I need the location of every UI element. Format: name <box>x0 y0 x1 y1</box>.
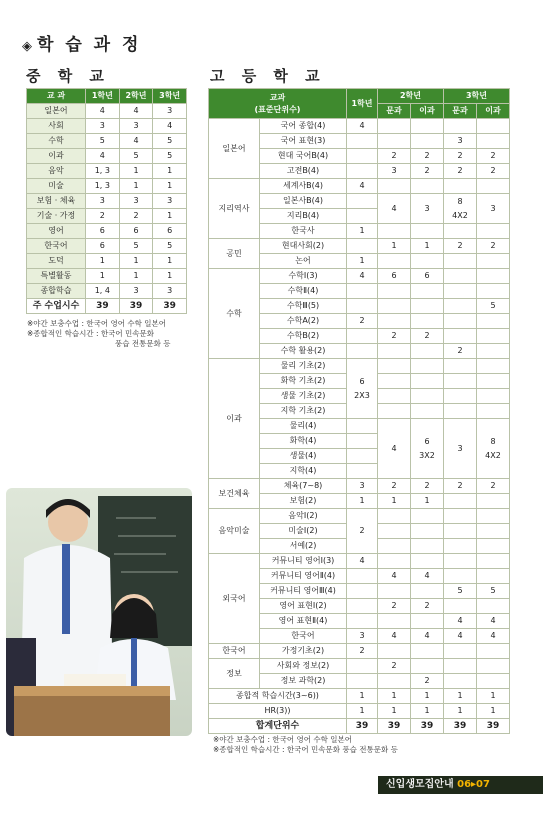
table-header: 1학년 <box>86 89 120 104</box>
merged-cell: 3 <box>444 419 477 479</box>
table-row: 한국어 6 5 5 <box>27 239 187 254</box>
table-row: 생물 기초(2) <box>209 389 510 404</box>
table-row: 일본어 4 4 3 <box>27 104 187 119</box>
table-row: 화학 기초(2) <box>209 374 510 389</box>
table-row: 지학 기초(2) <box>209 404 510 419</box>
table-row: 일본어 국어 종합(4) 4 <box>209 119 510 134</box>
table-row: 음악미술 음악Ⅰ(2) 2 <box>209 509 510 524</box>
table-row: 도덕 1 1 1 <box>27 254 187 269</box>
table-row: 커뮤니티 영어Ⅲ(4) 5 5 <box>209 584 510 599</box>
table-header: 이과 <box>477 104 510 119</box>
merged-cell: 4 <box>378 194 411 224</box>
table-row: 이과 물리 기초(2) 6 2X3 <box>209 359 510 374</box>
table-row: 정보 사회와 정보(2) 2 <box>209 659 510 674</box>
table-row: 이과 4 5 5 <box>27 149 187 164</box>
table-row: 현대 국어B(4) 2 2 2 2 <box>209 149 510 164</box>
middle-school-notes: ※야간 보충수업 : 한국어 영어 수학 일본어 ※종합적인 학습시간 : 한국어 민속문화 풍습 전통문화 등 <box>27 319 171 348</box>
subject-group: 공민 <box>209 239 260 269</box>
table-header: 2학년 <box>378 89 444 104</box>
table-row: 고전B(4) 3 2 2 2 <box>209 164 510 179</box>
table-row: 미술Ⅰ(2) <box>209 524 510 539</box>
table-row: 국어 표현(3) 3 <box>209 134 510 149</box>
subject-group: 보건체육 <box>209 479 260 509</box>
subject-group: 정보 <box>209 659 260 689</box>
table-row: 지리B(4) <box>209 209 510 224</box>
merged-cell: 3 <box>411 194 444 224</box>
table-row: 수학 활용(2) 2 <box>209 344 510 359</box>
diamond-icon: ◈ <box>22 39 35 54</box>
subject-group: 외국어 <box>209 554 260 644</box>
table-row: 영어 표현Ⅱ(4) 4 4 <box>209 614 510 629</box>
merged-cell: 8 4X2 <box>477 419 510 479</box>
table-total-row: 주 수업시수 39 39 39 <box>27 299 187 314</box>
table-row: 음악 1, 3 1 1 <box>27 164 187 179</box>
table-row: 특별활동 1 1 1 <box>27 269 187 284</box>
merged-cell: 4 <box>378 419 411 479</box>
subject-group: 음악미술 <box>209 509 260 554</box>
table-row: 수학A(2) 2 <box>209 314 510 329</box>
high-school-heading: 고 등 학 교 <box>210 67 326 85</box>
merged-cell: 6 3X2 <box>411 419 444 479</box>
table-row: 종합적 학습시간(3~6)) 1 1 1 1 1 <box>209 689 510 704</box>
table-row: 보험 · 체육 3 3 3 <box>27 194 187 209</box>
table-row: 영어 6 6 6 <box>27 224 187 239</box>
subject-group: 지리역사 <box>209 179 260 239</box>
table-row: 수학 5 4 5 <box>27 134 187 149</box>
table-row: 한국어 3 4 4 4 4 <box>209 629 510 644</box>
middle-school-table <box>26 88 187 314</box>
high-school-notes: ※야간 보충수업 : 한국어 영어 수학 일본어 ※종합적인 학습시간 : 한국어 민속문화 풍습 전통문화 등 <box>213 735 398 754</box>
table-row: 서예(2) <box>209 539 510 554</box>
table-row: 외국어 커뮤니티 영어Ⅰ(3) 4 <box>209 554 510 569</box>
table-row: 논어 1 <box>209 254 510 269</box>
table-row: 지리역사 세계사B(4) 4 <box>209 179 510 194</box>
table-row: 미술 1, 3 1 1 <box>27 179 187 194</box>
subject-group: 한국어 <box>209 644 260 659</box>
table-row: 생물(4) <box>209 449 510 464</box>
page-number: 06▸07 <box>457 779 490 790</box>
table-row: 종합학습 1, 4 3 3 <box>27 284 187 299</box>
table-header: 문과 <box>444 104 477 119</box>
table-header: 1학년 <box>347 89 378 119</box>
subject-group: 수학 <box>209 269 260 359</box>
merged-cell: 8 4X2 <box>444 194 477 224</box>
table-row: 물리(4) 4 6 3X2 3 8 4X2 <box>209 419 510 434</box>
table-row: 수학Ⅱ(4) <box>209 284 510 299</box>
table-row: 보건체육 체육(7~8) 3 2 2 2 2 <box>209 479 510 494</box>
table-header: 3학년 <box>153 89 187 104</box>
table-row: 수학B(2) 2 2 <box>209 329 510 344</box>
merged-cell: 6 2X3 <box>347 359 378 419</box>
subject-group: 이과 <box>209 359 260 479</box>
table-row: 수학 수학Ⅰ(3) 4 6 6 <box>209 269 510 284</box>
footer-bar: 신입생모집안내 06▸07 <box>378 776 543 794</box>
table-row: 보험(2) 1 1 1 <box>209 494 510 509</box>
table-row: 수학Ⅲ(5) 5 <box>209 299 510 314</box>
table-row: HR(3)) 1 1 1 1 1 <box>209 704 510 719</box>
table-row: 지학(4) <box>209 464 510 479</box>
table-header: 교과 (표준단위수) <box>209 89 347 119</box>
students-photo <box>6 488 192 736</box>
table-row: 화학(4) <box>209 434 510 449</box>
table-row: 공민 현대사회(2) 1 1 2 2 <box>209 239 510 254</box>
subject-group: 일본어 <box>209 119 260 179</box>
table-header: 교 과 <box>27 89 86 104</box>
table-header: 문과 <box>378 104 411 119</box>
table-header: 이과 <box>411 104 444 119</box>
table-total-row: 합계단위수 39 39 39 39 39 <box>209 719 510 734</box>
table-row: 일본사B(4) 4 3 8 4X2 3 <box>209 194 510 209</box>
table-row: 정보 과학(2) 2 <box>209 674 510 689</box>
table-row: 기술 · 가정 2 2 1 <box>27 209 187 224</box>
table-row: 커뮤니티 영어Ⅱ(4) 4 4 <box>209 569 510 584</box>
merged-cell: 3 <box>477 194 510 224</box>
high-school-table <box>208 88 510 734</box>
table-row: 한국사 1 <box>209 224 510 239</box>
table-row: 사회 3 3 4 <box>27 119 187 134</box>
merged-cell: 2 <box>347 509 378 554</box>
middle-school-heading: 중 학 교 <box>26 67 110 85</box>
page-title: ◈ 학 습 과 정 <box>22 35 142 55</box>
table-row: 영어 표현Ⅰ(2) 2 2 <box>209 599 510 614</box>
table-row: 한국어 가정기초(2) 2 <box>209 644 510 659</box>
table-header: 3학년 <box>444 89 510 104</box>
table-header: 2학년 <box>119 89 153 104</box>
